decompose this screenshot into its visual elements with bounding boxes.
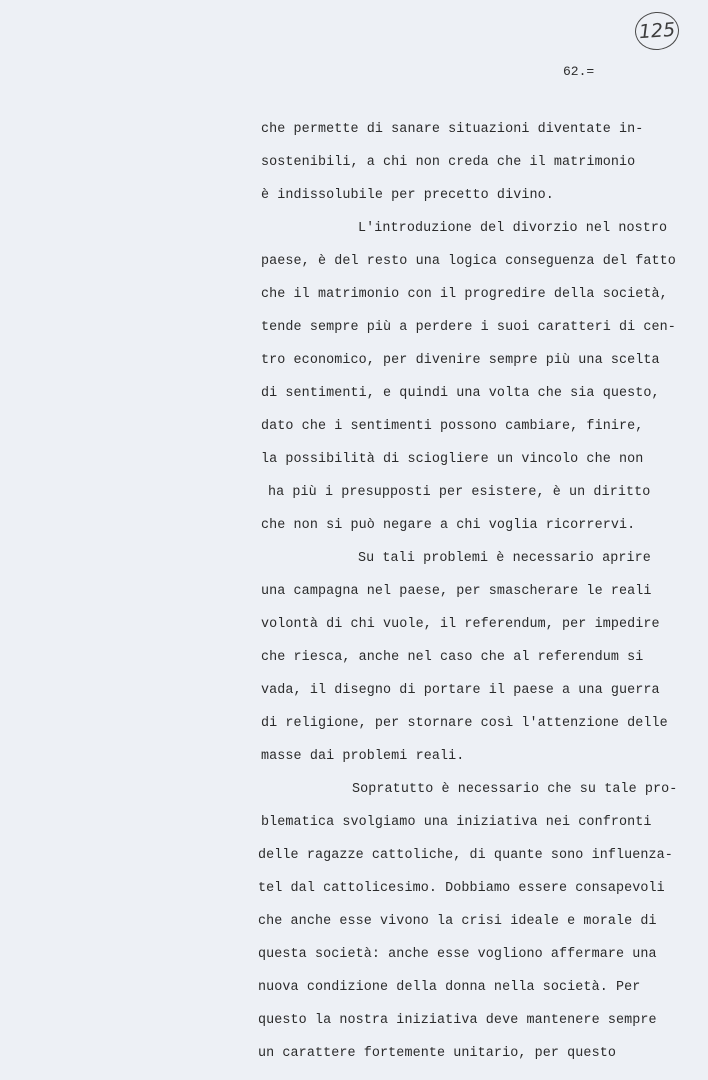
text-line: tro economico, per divenire sempre più una scelta [261,353,660,368]
text-line: una campagna nel paese, per smascherare le reali [261,584,652,599]
text-line: tende sempre più a perdere i suoi caratteri di cen- [261,320,676,335]
text-line: sostenibili, a chi non creda che il matrimonio [261,155,636,170]
text-line: che riesca, anche nel caso che al referendum si [261,650,644,665]
page-number: 62.= [563,64,595,79]
page-stamp: 125 [634,11,681,52]
text-line: tel dal cattolicesimo. Dobbiamo essere consapevoli [258,881,665,896]
text-line: nuova condizione della donna nella società. Per [258,980,641,995]
text-line: questa società: anche esse vogliono affermare una [258,947,657,962]
text-line: delle ragazze cattoliche, di quante sono influenza- [258,848,673,863]
text-line: di religione, per stornare così l'attenzione delle [261,716,668,731]
text-line: blematica svolgiamo una iniziativa nei confronti [261,815,652,830]
text-line: che anche esse vivono la crisi ideale e morale di [258,914,657,929]
text-line: volontà di chi vuole, il referendum, per impedire [261,617,660,632]
text-line: che non si può negare a chi voglia ricorrervi. [261,518,636,533]
text-line: di sentimenti, e quindi una volta che sia questo, [261,386,660,401]
text-line: la possibilità di sciogliere un vincolo che non [261,452,644,467]
text-line: Sopratutto è necessario che su tale pro- [352,782,678,797]
text-line: paese, è del resto una logica conseguenza del fatto [261,254,676,269]
text-line: che permette di sanare situazioni diventate in- [261,122,644,137]
text-line: masse dai problemi reali. [261,749,465,764]
text-line: Su tali problemi è necessario aprire [358,551,651,566]
text-line: un carattere fortemente unitario, per questo [258,1046,616,1061]
text-line: che il matrimonio con il progredire della società, [261,287,668,302]
text-line: vada, il disegno di portare il paese a una guerra [261,683,660,698]
text-line: ha più i presupposti per esistere, è un diritto [268,485,651,500]
text-line: questo la nostra iniziativa deve mantenere sempre [258,1013,657,1028]
text-line: L'introduzione del divorzio nel nostro [358,221,668,236]
text-line: dato che i sentimenti possono cambiare, finire, [261,419,644,434]
text-line: è indissolubile per precetto divino. [261,188,554,203]
